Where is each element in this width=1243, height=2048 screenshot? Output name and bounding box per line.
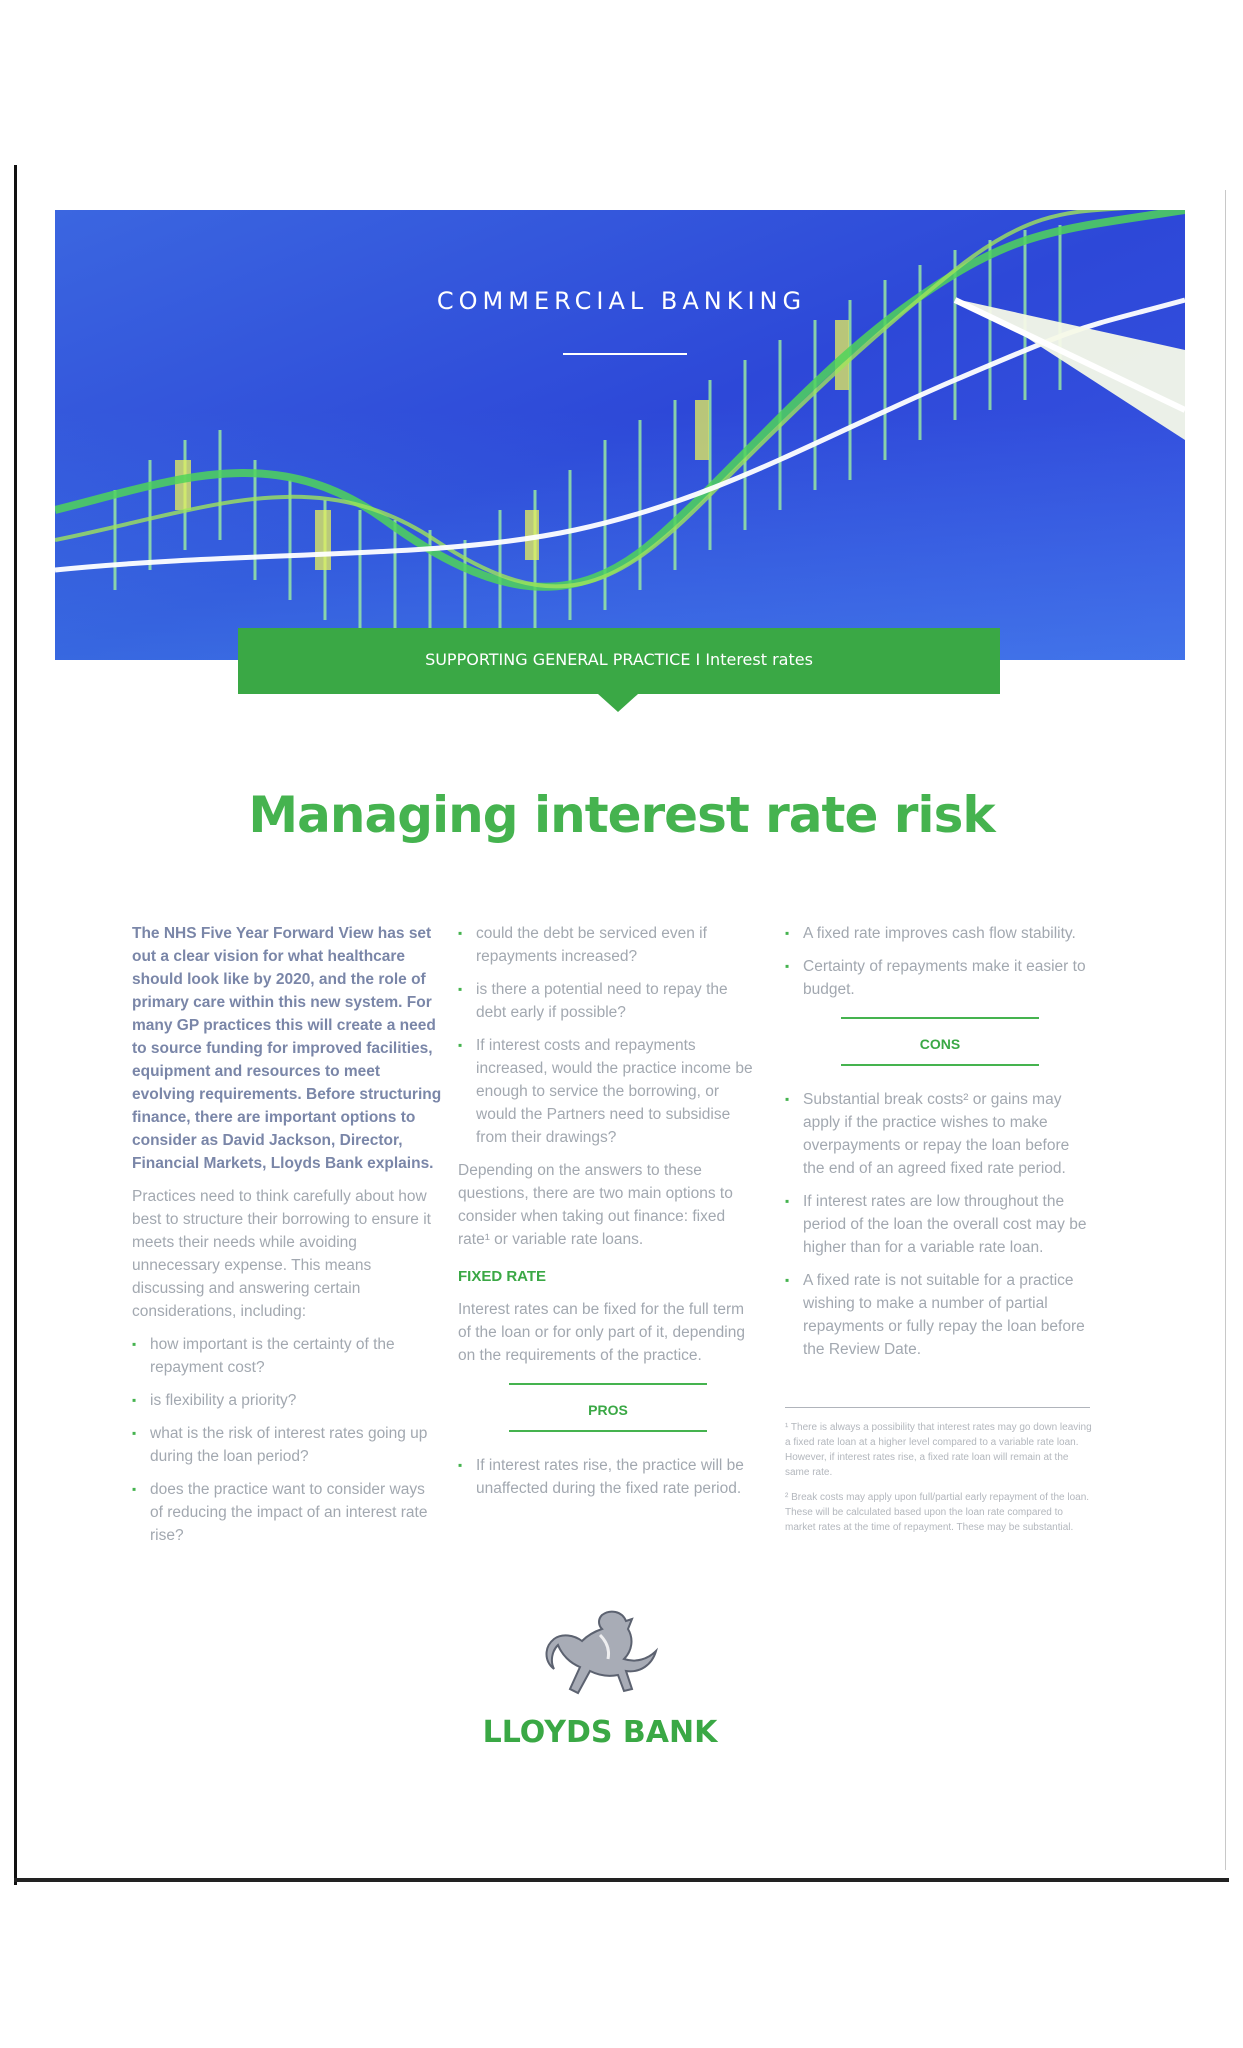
- list-item: ▪ could the debt be serviced even if repayments increased?: [458, 922, 758, 968]
- considerations-list-continued: [458, 922, 758, 1149]
- list-item: ▪ what is the risk of interest rates going up during the loan period?: [132, 1422, 442, 1468]
- brand-wordmark: LLOYDS BANK: [482, 1715, 718, 1750]
- list-item: ▪ A fixed rate improves cash flow stability.: [785, 922, 1095, 945]
- list-item: ▪ If interest rates are low throughout the period of the loan the overall cost may be higher than for a variable rate loan.: [785, 1190, 1095, 1259]
- topic-band-text: SUPPORTING GENERAL PRACTICE I Interest rates: [425, 650, 813, 669]
- article-column-2: [458, 922, 758, 1510]
- section-title-underline: [563, 353, 687, 355]
- footnote-2: ² Break costs may apply upon full/partial early repayment of the loan. These will be calculated based upon the loan rate compared to market rates at the time of repayment. These may be substantial.: [785, 1492, 1090, 1533]
- pros-rule-bottom: [509, 1430, 707, 1432]
- cons-rule-bottom: [841, 1064, 1039, 1066]
- intro-paragraph: Practices need to think carefully about how best to structure their borrowing to ensure it meets their needs while avoiding unnecessary expense. This means discussing and answering certain considerations, including:: [132, 1188, 431, 1320]
- cons-list: [785, 1088, 1095, 1361]
- article-headline: Managing interest rate risk: [248, 786, 995, 844]
- article-column-1: [132, 922, 442, 1557]
- lead-paragraph: The NHS Five Year Forward View has set out a clear vision for what healthcare should look like by 2020, and the role of primary care within this new system. For many GP practices this will create a need to source funding for improved facilities, equipment and resources to meet evolving requirements. Before structuring finance, there are important options to consider as David Jackson, Director, Financial Markets, Lloyds Bank explains.: [132, 925, 442, 1172]
- pros-label: PROS: [588, 1402, 628, 1418]
- list-item: ▪ Certainty of repayments make it easier to budget.: [785, 955, 1095, 1001]
- footnote-divider: [785, 1407, 1090, 1408]
- footnote-1: ¹ There is always a possibility that interest rates may go down leaving a fixed rate loan at a higher level compared to a variable rate loan. However, if interest rates rise, a fixed rate loan will remain at the same rate.: [785, 1422, 1092, 1478]
- scan-edge-left: [14, 165, 17, 1885]
- scan-edge-right: [1225, 190, 1226, 1870]
- section-title: COMMERCIAL BANKING: [436, 287, 807, 315]
- list-item: ▪ If interest costs and repayments increased, would the practice income be enough to service the borrowing, or would the Partners need to subsidise from their drawings?: [458, 1034, 758, 1149]
- list-item: ▪ A fixed rate is not suitable for a practice wishing to make a number of partial repayments or fully repay the loan before the Review Date.: [785, 1269, 1095, 1361]
- fixed-rate-paragraph: Interest rates can be fixed for the full term of the loan or for only part of it, depending on the requirements of the practice.: [458, 1301, 745, 1364]
- article-column-3: [785, 922, 1095, 1545]
- cons-label: CONS: [919, 1036, 961, 1052]
- lloyds-horse-logo-icon: [540, 1605, 670, 1715]
- hero-banner-image: [55, 210, 1185, 660]
- scan-edge-bottom: [14, 1878, 1229, 1882]
- list-item: ▪ If interest rates rise, the practice will be unaffected during the fixed rate period.: [458, 1454, 758, 1500]
- options-paragraph: Depending on the answers to these questions, there are two main options to consider when taking out finance: fixed rate¹ or variable rate loans.: [458, 1162, 733, 1248]
- list-item: ▪ does the practice want to consider ways of reducing the impact of an interest rate rise?: [132, 1478, 442, 1547]
- stock-chart-illustration: [55, 210, 1185, 660]
- pros-list: [458, 1454, 758, 1500]
- list-item: ▪ is there a potential need to repay the debt early if possible?: [458, 978, 758, 1024]
- list-item: ▪ is flexibility a priority?: [132, 1389, 442, 1412]
- pros-list-continued: [785, 922, 1095, 1001]
- topic-band-pointer: [598, 694, 638, 712]
- considerations-list: [132, 1333, 442, 1547]
- list-item: ▪ Substantial break costs² or gains may apply if the practice wishes to make overpayments or repay the loan before the end of an agreed fixed rate period.: [785, 1088, 1095, 1180]
- fixed-rate-heading: FIXED RATE: [458, 1268, 547, 1285]
- list-item: ▪ how important is the certainty of the repayment cost?: [132, 1333, 442, 1379]
